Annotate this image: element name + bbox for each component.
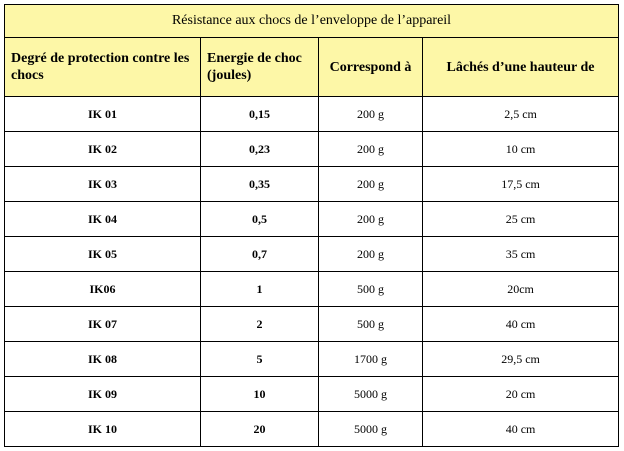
cell-energy: 0,7 <box>201 237 319 272</box>
header-drop-height: Lâchés d’une hauteur de <box>423 38 619 97</box>
table-row <box>5 167 619 202</box>
cell-height: 20 cm <box>423 377 619 412</box>
table-row <box>5 97 619 132</box>
cell-mass: 200 g <box>319 132 423 167</box>
cell-energy: 10 <box>201 377 319 412</box>
cell-mass: 5000 g <box>319 377 423 412</box>
cell-height: 2,5 cm <box>423 97 619 132</box>
table-row <box>5 132 619 167</box>
cell-ik-code: IK 01 <box>5 97 201 132</box>
table-row <box>5 342 619 377</box>
table-row <box>5 307 619 342</box>
cell-mass: 200 g <box>319 202 423 237</box>
cell-mass: 200 g <box>319 167 423 202</box>
cell-height: 29,5 cm <box>423 342 619 377</box>
cell-ik-code: IK 04 <box>5 202 201 237</box>
table-title: Résistance aux chocs de l’enveloppe de l’appareil <box>5 5 619 38</box>
cell-height: 20cm <box>423 272 619 307</box>
cell-height: 25 cm <box>423 202 619 237</box>
cell-height: 40 cm <box>423 412 619 447</box>
cell-ik-code: IK 02 <box>5 132 201 167</box>
header-protection-degree: Degré de protection contre les chocs <box>5 38 201 97</box>
cell-ik-code: IK06 <box>5 272 201 307</box>
table-row <box>5 237 619 272</box>
cell-ik-code: IK 09 <box>5 377 201 412</box>
cell-height: 17,5 cm <box>423 167 619 202</box>
cell-energy: 2 <box>201 307 319 342</box>
table-row <box>5 272 619 307</box>
cell-mass: 200 g <box>319 237 423 272</box>
cell-height: 40 cm <box>423 307 619 342</box>
cell-energy: 0,15 <box>201 97 319 132</box>
cell-energy: 0,5 <box>201 202 319 237</box>
cell-ik-code: IK 07 <box>5 307 201 342</box>
table-row <box>5 412 619 447</box>
cell-mass: 200 g <box>319 97 423 132</box>
table-title-row <box>5 5 619 38</box>
cell-mass: 500 g <box>319 307 423 342</box>
ik-protection-table <box>4 4 619 447</box>
cell-energy: 0,23 <box>201 132 319 167</box>
cell-ik-code: IK 08 <box>5 342 201 377</box>
header-corresponds-to: Correspond à <box>319 38 423 97</box>
cell-height: 10 cm <box>423 132 619 167</box>
cell-ik-code: IK 05 <box>5 237 201 272</box>
cell-energy: 1 <box>201 272 319 307</box>
cell-energy: 20 <box>201 412 319 447</box>
cell-ik-code: IK 03 <box>5 167 201 202</box>
cell-mass: 5000 g <box>319 412 423 447</box>
table-row <box>5 202 619 237</box>
cell-mass: 1700 g <box>319 342 423 377</box>
cell-ik-code: IK 10 <box>5 412 201 447</box>
header-impact-energy: Energie de choc (joules) <box>201 38 319 97</box>
cell-height: 35 cm <box>423 237 619 272</box>
table-row <box>5 377 619 412</box>
cell-energy: 0,35 <box>201 167 319 202</box>
cell-mass: 500 g <box>319 272 423 307</box>
table-header-row <box>5 38 619 97</box>
cell-energy: 5 <box>201 342 319 377</box>
